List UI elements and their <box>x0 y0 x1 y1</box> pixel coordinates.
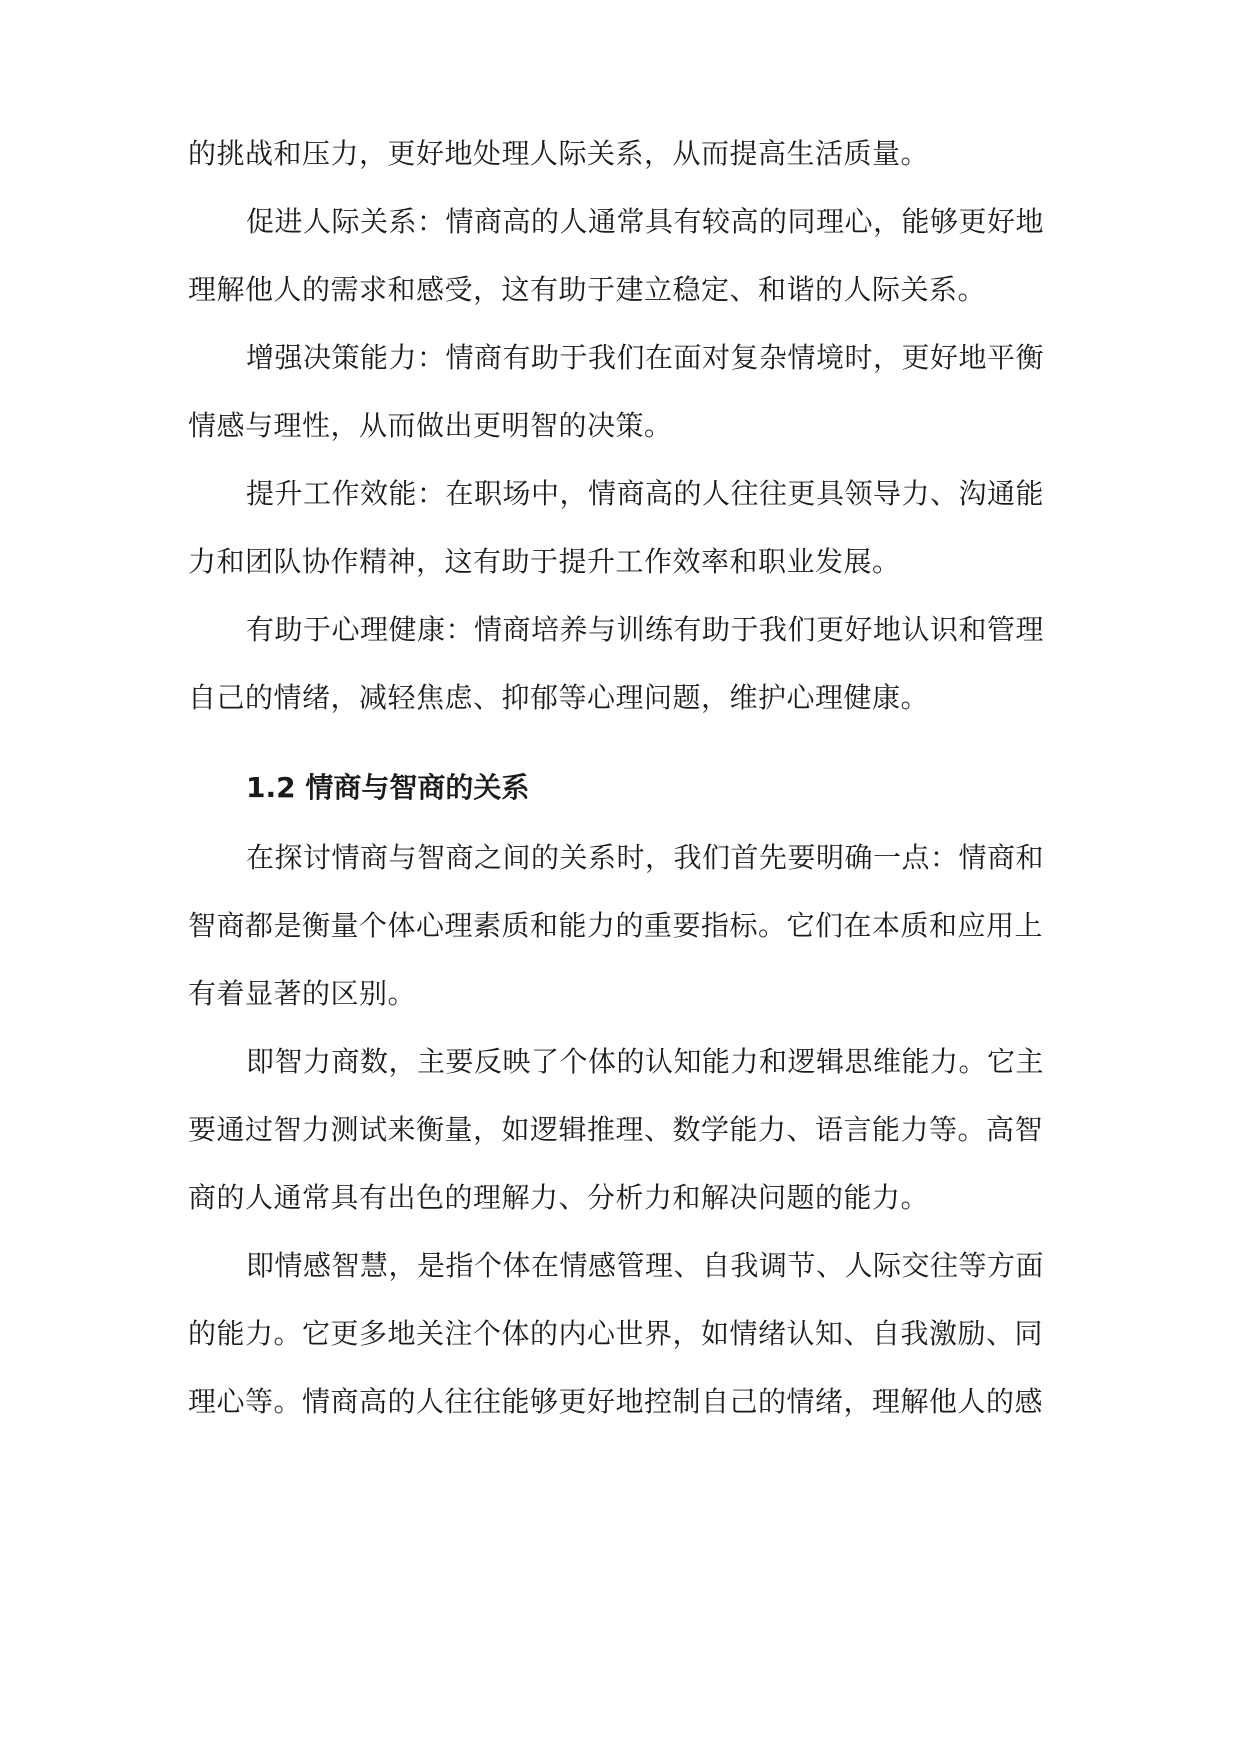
paragraph-line: 情感与理性，从而做出更明智的决策。 <box>188 409 673 442</box>
paragraph-line: 力和团队协作精神，这有助于提升工作效率和职业发展。 <box>188 545 901 578</box>
paragraph-line: 即智力商数，主要反映了个体的认知能力和逻辑思维能力。它主 <box>246 1045 1045 1078</box>
paragraph-line: 理解他人的需求和感受，这有助于建立稳定、和谐的人际关系。 <box>188 273 987 306</box>
paragraph-line: 的挑战和压力，更好地处理人际关系，从而提高生活质量。 <box>188 137 930 170</box>
paragraph-line: 增强决策能力：情商有助于我们在面对复杂情境时，更好地平衡 <box>246 341 1045 374</box>
section-heading: 1.2 情商与智商的关系 <box>246 771 530 804</box>
paragraph-line: 即情感智慧，是指个体在情感管理、自我调节、人际交往等方面 <box>246 1249 1045 1282</box>
paragraph-line: 提升工作效能：在职场中，情商高的人往往更具领导力、沟通能 <box>246 477 1045 510</box>
paragraph-line: 有着显著的区别。 <box>188 977 417 1010</box>
paragraph-line: 自己的情绪，减轻焦虑、抑郁等心理问题，维护心理健康。 <box>188 681 930 714</box>
paragraph-line: 智商都是衡量个体心理素质和能力的重要指标。它们在本质和应用上 <box>188 909 1044 942</box>
paragraph-line: 要通过智力测试来衡量，如逻辑推理、数学能力、语言能力等。高智 <box>188 1113 1044 1146</box>
paragraph-line: 理心等。情商高的人往往能够更好地控制自己的情绪，理解他人的感 <box>188 1385 1044 1418</box>
paragraph-line: 促进人际关系：情商高的人通常具有较高的同理心，能够更好地 <box>246 205 1045 238</box>
paragraph-line: 的能力。它更多地关注个体的内心世界，如情绪认知、自我激励、同 <box>188 1317 1044 1350</box>
paragraph-line: 有助于心理健康：情商培养与训练有助于我们更好地认识和管理 <box>246 613 1045 646</box>
paragraph-line: 商的人通常具有出色的理解力、分析力和解决问题的能力。 <box>188 1181 930 1214</box>
paragraph-line: 在探讨情商与智商之间的关系时，我们首先要明确一点：情商和 <box>246 841 1045 874</box>
